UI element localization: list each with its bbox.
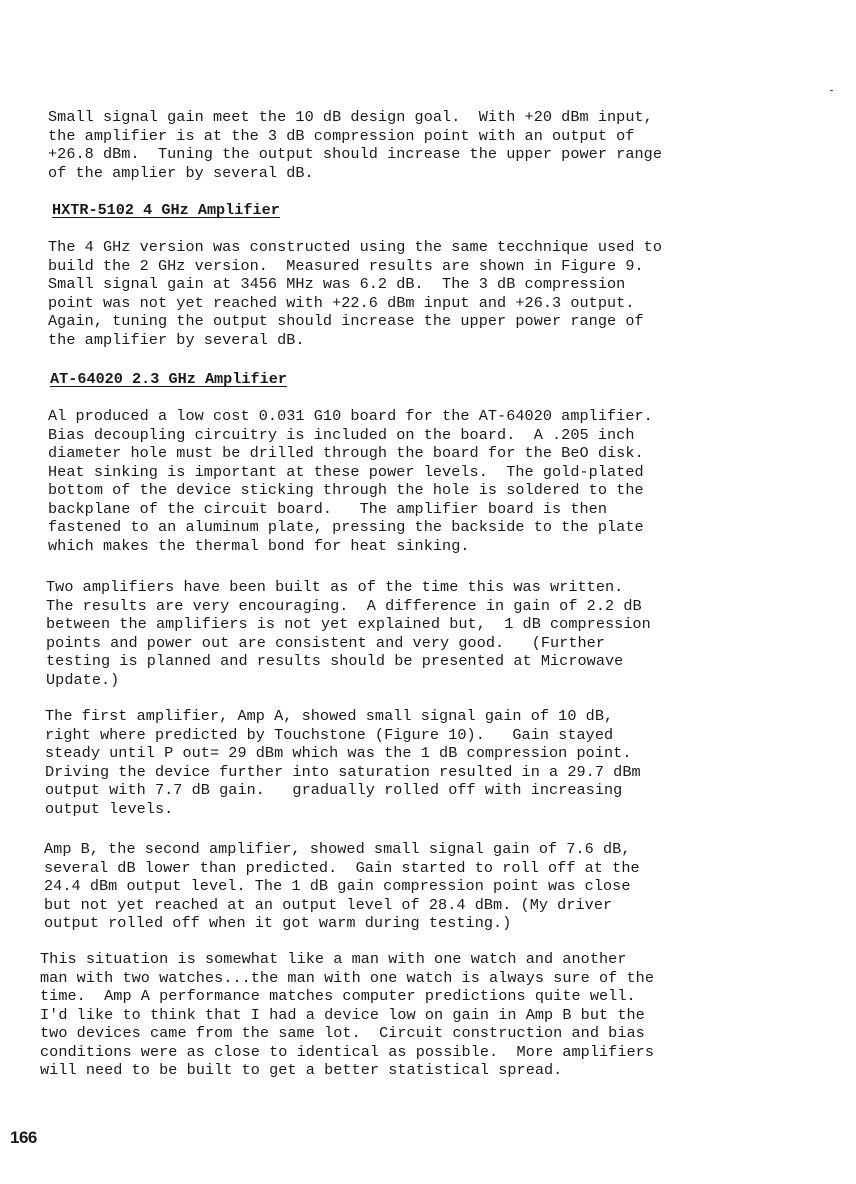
- at-paragraph-conclusion: This situation is somewhat like a man with one watch and another man with two watches...the man with one watch is always sure of the time. Amp A performance matches computer predictions quite well. I'd like to think that I had a device low on gain in Amp B but the two devices came from the same lot. Circuit construction and bias conditions were as close to identical as possible. More amplifiers will need to be built to get a better statistical spread.: [40, 950, 654, 1079]
- at-paragraph-amp-b: Amp B, the second amplifier, showed small signal gain of 7.6 dB, several dB lower than predicted. Gain started to roll off at the 24.4 dBm output level. The 1 dB gain compression point was close but not yet reached at an output level of 28.4 dBm. (My driver output rolled off when it got warm during testing.): [44, 840, 640, 932]
- scan-speck: [830, 90, 833, 91]
- page-number: 166: [10, 1128, 37, 1147]
- section-heading-at-64020: AT-64020 2.3 GHz Amplifier: [50, 370, 287, 388]
- section-heading-hxtr-5102: HXTR-5102 4 GHz Amplifier: [52, 201, 280, 219]
- at-paragraph-amp-a: The first amplifier, Amp A, showed small signal gain of 10 dB, right where predicted by Touchstone (Figure 10). Gain stayed steady until P out= 29 dBm which was the 1 dB compression point. Driving the device further into saturation resulted in a 29.7 dBm output with 7.7 dB gain. gradually rolled off with increasing output levels.: [45, 707, 641, 818]
- at-paragraph-board: Al produced a low cost 0.031 G10 board for the AT-64020 amplifier. Bias decoupling circuitry is included on the board. A .205 inch diameter hole must be drilled through the board for the BeO disk. Heat sinking is important at these power levels. The gold-plated bottom of the device sticking through the hole is soldered to the backplane of the circuit board. The amplifier board is then fastened to an aluminum plate, pressing the backside to the plate which makes the thermal bond for heat sinking.: [48, 407, 653, 555]
- hxtr-paragraph: The 4 GHz version was constructed using the same tecchnique used to build the 2 GHz version. Measured results are shown in Figure 9. Small signal gain at 3456 MHz was 6.2 dB. The 3 dB compression point was not yet reached with +22.6 dBm input and +26.3 output. Again, tuning the output should increase the upper power range of the amplifier by several dB.: [48, 238, 662, 349]
- intro-paragraph: Small signal gain meet the 10 dB design goal. With +20 dBm input, the amplifier is at the 3 dB compression point with an output of +26.8 dBm. Tuning the output should increase the upper power range of the amplier by several dB.: [48, 108, 662, 182]
- at-paragraph-results: Two amplifiers have been built as of the time this was written. The results are very encouraging. A difference in gain of 2.2 dB between the amplifiers is not yet explained but, 1 dB compression points and power out are consistent and very good. (Further testing is planned and results should be presented at Microwave Update.): [46, 578, 651, 689]
